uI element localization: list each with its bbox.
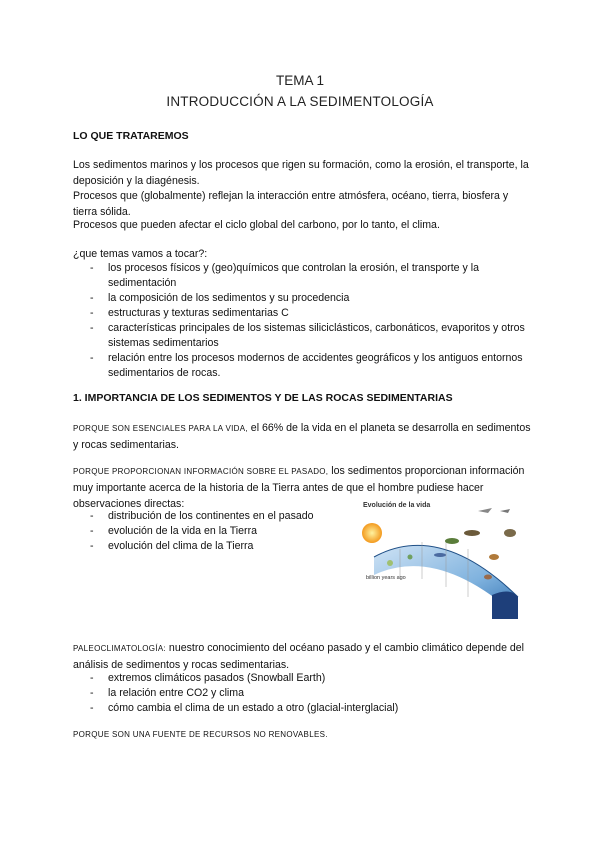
mammal-icon (504, 529, 516, 537)
section-heading-1: 1. IMPORTANCIA DE LOS SEDIMENTOS Y DE LAS ROCAS SEDIMENTARIAS (73, 392, 453, 404)
intro-paragraph-2: Procesos que (globalmente) reflejan la interacción entre atmósfera, océano, tierra, biosfera y tierra sólida. (73, 190, 509, 218)
past-info-list (73, 509, 353, 554)
list-item: - la composición de los sedimentos y su procedencia (73, 291, 528, 306)
paragraph-text: nuestro conocimiento del océano pasado y el cambio climático depende del análisis de sedimentos y rocas sedimentarias. (73, 642, 525, 671)
essential-for-life-paragraph (73, 420, 533, 453)
lead-caps: PORQUE SON ESENCIALES PARA LA VIDA, (73, 424, 248, 433)
primate-icon (484, 575, 492, 580)
list-item: - estructuras y texturas sedimentarias C (73, 306, 528, 321)
animal-icon (489, 554, 499, 560)
sun-icon (362, 523, 382, 543)
ocean-block (492, 591, 518, 619)
topic-number: TEMA 1 (275, 73, 324, 88)
list-item: - evolución de la vida en la Tierra (73, 524, 353, 539)
page-title: INTRODUCCIÓN A LA SEDIMENTOLOGÍA (166, 94, 434, 109)
section-heading-intro: LO QUE TRATAREMOS (73, 130, 189, 142)
figure-title: Evolución de la vida (363, 502, 431, 509)
list-item: - los procesos físicos y (geo)químicos que controlan la erosión, el transporte y la sedimentación (73, 261, 528, 291)
paragraph-text: los sedimentos proporcionan información muy importante acerca de la historia de la Tierra antes de que el hombre pudiese hacer observaciones directas: (73, 465, 525, 510)
cell-icon (387, 560, 393, 566)
intro-paragraph-1: Los sedimentos marinos y los procesos que rigen su formación, como la erosión, el transporte, la deposición y la diagénesis. (73, 159, 529, 187)
intro-paragraph-3: Procesos que pueden afectar el ciclo global del carbono, por lo tanto, el clima. (73, 219, 440, 231)
list-item: - la relación entre CO2 y clima (73, 686, 528, 701)
paragraph-text: el 66% de la vida en el planeta se desarrolla en sedimentos y rocas sedimentarias. (73, 422, 531, 451)
list-item: - relación entre los procesos modernos de accidentes geográficos y los antiguos entornos sedimentarios de rocas. (73, 351, 528, 381)
list-item: - extremos climáticos pasados (Snowball Earth) (73, 671, 528, 686)
evolution-of-life-figure (360, 497, 526, 621)
fish-icon (434, 553, 446, 557)
list-item: - cómo cambia el clima de un estado a otro (glacial-interglacial) (73, 701, 528, 716)
topics-list (73, 261, 528, 381)
lead-caps: PORQUE PROPORCIONAN INFORMACIÓN SOBRE EL PASADO, (73, 467, 329, 476)
topics-question: ¿que temas vamos a tocar?: (73, 248, 208, 260)
resources-paragraph (73, 726, 533, 743)
list-item: - distribución de los continentes en el pasado (73, 509, 353, 524)
paleoclimatology-paragraph (73, 640, 533, 673)
reptile-icon (445, 538, 459, 544)
evolution-diagram (360, 497, 526, 621)
dinosaur-icon (464, 530, 480, 536)
paleoclimate-list (73, 671, 528, 716)
axis-label: billion years ago (366, 575, 406, 581)
lead-caps: PALEOCLIMATOLOGÍA: (73, 644, 166, 653)
list-item: - características principales de los sistemas siliciclásticos, carbonáticos, evaporitos y otros sistemas sedimentarios (73, 321, 528, 351)
bird-icon (478, 508, 492, 513)
cell-icon (408, 555, 413, 560)
list-item: - evolución del clima de la Tierra (73, 539, 353, 554)
lead-caps: PORQUE SON UNA FUENTE DE RECURSOS NO RENOVABLES. (73, 730, 328, 739)
shark-icon (500, 509, 510, 513)
